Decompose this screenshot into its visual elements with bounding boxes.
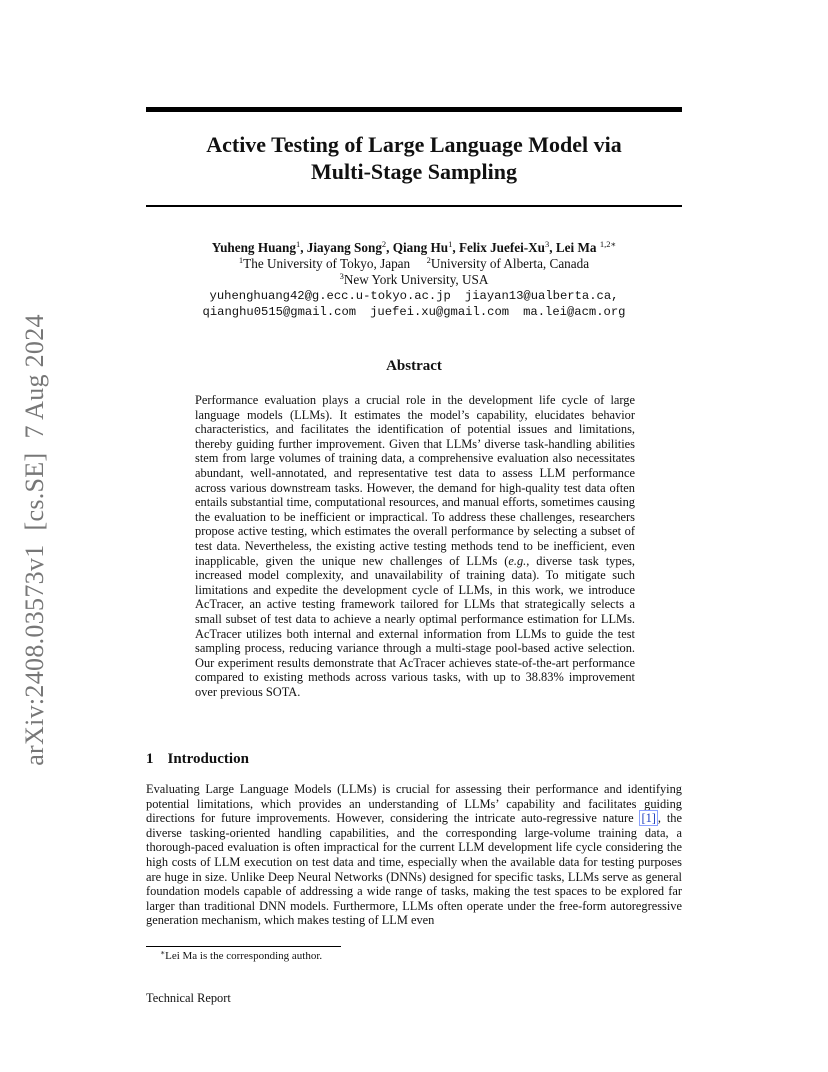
author-name: Yuheng Huang [211, 240, 296, 255]
author-sup: 1 [448, 239, 453, 249]
affiliation: The University of Tokyo, Japan [243, 256, 411, 271]
author-names: Yuheng Huang$^1$, Jiayang Song$^2$, Qiang Hu$^1$, Felix Juefei-Xu$^3$, Lei Ma $^{1,2∗}$ [211, 239, 617, 255]
introduction-body [146, 782, 682, 928]
affiliation-sup: 3 [339, 271, 344, 281]
affiliation: University of Alberta, Canada [430, 256, 590, 271]
author-block [146, 240, 682, 320]
abstract-eg: e.g. [508, 553, 527, 568]
title-bottom-rule [146, 205, 682, 207]
citation-link[interactable]: [1] [641, 811, 656, 826]
affiliations-line-2 [146, 272, 682, 288]
section-title: Introduction [167, 751, 249, 767]
affiliations-line-1 [146, 256, 682, 272]
author-sup: 3 [545, 239, 550, 249]
footnote-rule [146, 946, 341, 947]
section-heading-introduction [146, 751, 249, 768]
title-line-1: Active Testing of Large Language Model via [206, 132, 622, 157]
author-sup: 1 [295, 239, 301, 249]
arxiv-date: 7 Aug 2024 [20, 314, 49, 439]
affiliation-sup: 2 [426, 255, 431, 265]
affiliation-sup: 1 [238, 255, 244, 265]
email[interactable]: qianghu0515@gmail.com [202, 305, 357, 319]
author-name: Qiang Hu [392, 240, 449, 255]
section-number: 1 [146, 751, 154, 767]
author-sup: 1,2∗ [599, 239, 617, 249]
abstract-text: Performance evaluation plays a crucial role in the development life cycle of large language models (LLMs). It estimates the model’s capability, elucidates behavior characteristics, and facilitates the identification of potential issues and limitations, thereby guiding further improvement. Given that LLMs’ diverse task-handling abilities stem from large volumes of training data, a comprehensive evaluation also necessitates abundant, well-annotated, and representative test data to assess LLM performance across various downstream tasks. However, the demand for high-quality test data often entails substantial time, computational resources, and manual efforts, sometimes causing the evaluation to be inefficient or impractical. To address these challenges, researchers propose active testing, which estimates the overall performance by selecting a subset of test data. Nevertheless, the existing active testing methods tend to be inefficient, even inapplicable, given the unique new challenges of LLMs ( [195, 393, 635, 568]
title-top-rule [146, 107, 682, 112]
paper-title [146, 131, 682, 185]
intro-text: , the diverse tasking-oriented handling capabilities, and the corresponding large-volume training data, a thorough-paced evaluation is often impractical for the current LLM development life cycle considering the high costs of LLM execution on test data and time, especially when the available data for testing purposes are huge in size. Unlike Deep Neural Networks (DNNs) designed for specific tasks, LLMs serve as general foundation models capable of addressing a wide range of tasks, making the test spaces to be explored far larger than traditional DNN models. Furthermore, LLMs often operate under the free-form autoregressive generation mechanism, which makes testing of LLM even [146, 811, 682, 928]
emails-line-2 [146, 304, 682, 320]
footnote [160, 950, 322, 962]
author-name: Jiayang Song [306, 240, 382, 255]
author-sup: 2 [381, 239, 387, 249]
email[interactable]: jiayan13@ualberta.ca, [464, 289, 619, 303]
abstract-heading: Abstract [386, 358, 442, 374]
arxiv-category: [cs.SE] [20, 452, 49, 531]
abstract-text: , diverse task types, increased model complexity, and unavailability of training data). To mitigate such limitations and expedite the development cycle of LLMs, in this work, we introduce AcTracer, an active testing framework tailored for LLMs that strategically selects a small subset of test data to achieve a nearly optimal performance estimation for LLMs. AcTracer utilizes both internal and external information from LLMs to guide the test sampling process, reducing variance through a multi-stage pool-based active selection. Our experiment results demonstrate that AcTracer achieves state-of-the-art performance compared to existing methods across various tasks, with up to 38.83% improvement over previous SOTA. [195, 553, 635, 699]
author-name: Lei Ma [555, 240, 597, 255]
email[interactable]: yuhenghuang42@g.ecc.u-tokyo.ac.jp [209, 289, 451, 303]
arxiv-side-label [20, 300, 50, 766]
email[interactable]: juefei.xu@gmail.com [370, 305, 510, 319]
page-footer: Technical Report [146, 991, 231, 1005]
arxiv-id: arXiv:2408.03573v1 [20, 544, 49, 766]
footnote-text: Lei Ma is the corresponding author. [165, 950, 323, 962]
intro-text: Evaluating Large Language Models (LLMs) is crucial for assessing their performance and identifying potential limitations, which provides an understanding of LLMs’ capability and facilitates guiding directions for future improvements. However, considering the intricate auto-regressive nature [146, 782, 682, 826]
abstract-body [195, 393, 635, 699]
footnote-mark: ∗ [160, 948, 166, 957]
affiliation: New York University, USA [343, 272, 489, 287]
title-line-2: Multi-Stage Sampling [311, 159, 517, 184]
author-name: Felix Juefei-Xu [458, 240, 546, 255]
email[interactable]: ma.lei@acm.org [523, 305, 626, 319]
emails-line-1 [146, 288, 682, 304]
